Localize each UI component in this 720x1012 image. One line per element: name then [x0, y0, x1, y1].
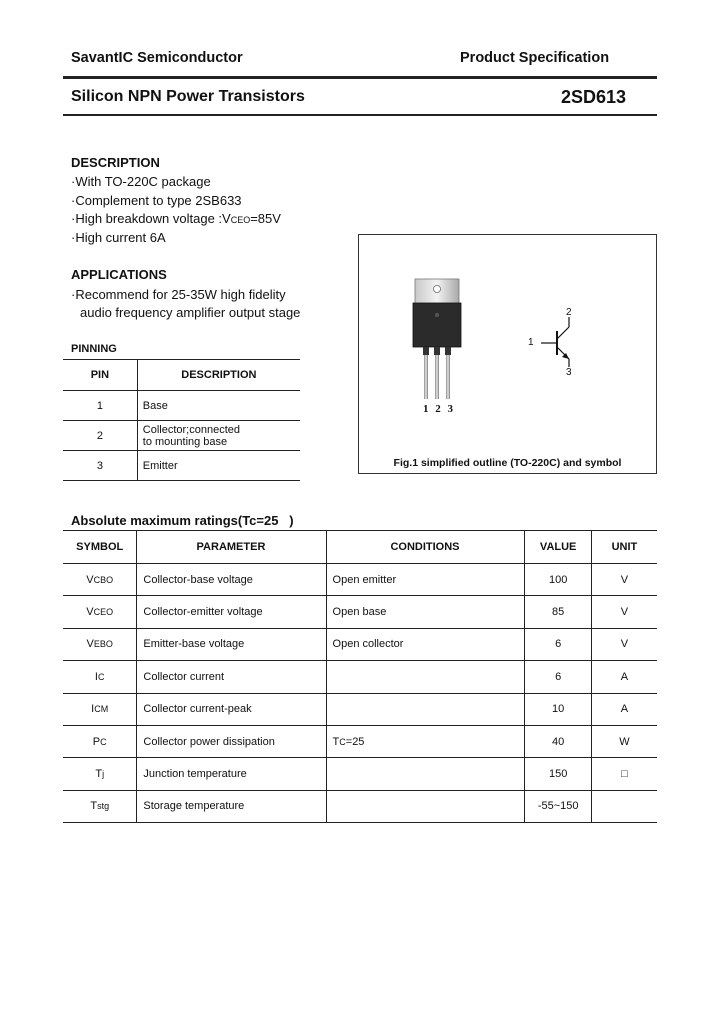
parameter-col-header: PARAMETER: [137, 531, 326, 564]
table-row: [63, 451, 300, 481]
parameter-cell: Collector current-peak: [137, 693, 326, 725]
condition-sub: C: [339, 736, 346, 747]
symbol-cell: [63, 758, 137, 790]
table-row: [63, 564, 657, 596]
symbol-sub: CBO: [93, 574, 114, 585]
symbol-letter: V: [86, 638, 94, 651]
symbol-cell: [63, 790, 137, 822]
voltage-prefix: ·High breakdown voltage :V: [71, 211, 231, 226]
symbol-pin-3-label: 3: [566, 367, 572, 378]
symbol-pin-1-label: 1: [528, 337, 534, 348]
applications-heading: APPLICATIONS: [71, 267, 167, 282]
symbol-cell: [63, 661, 137, 693]
symbol-sub: C: [100, 736, 107, 747]
table-row: [63, 391, 300, 421]
symbol-letter: T: [90, 800, 98, 813]
table-row: [63, 758, 657, 790]
pin-col-header: PIN: [63, 360, 137, 391]
to220-package-image: [401, 275, 471, 405]
value-cell: 150: [525, 758, 591, 790]
value-cell: 6: [525, 628, 591, 660]
pin-description: Base: [137, 391, 300, 421]
ratings-table: [63, 530, 657, 823]
unit-cell: □: [591, 758, 657, 790]
description-line: ·High current 6A: [71, 230, 166, 245]
table-row: [63, 725, 657, 757]
value-cell: 100: [525, 564, 591, 596]
conditions-cell: [326, 693, 525, 725]
conditions-cell: [326, 725, 525, 757]
package-pin-labels: 1 2 3: [423, 403, 455, 415]
symbol-sub: j: [102, 769, 105, 780]
ratings-header-row: [63, 531, 657, 564]
description-line: ·With TO-220C package: [71, 174, 211, 189]
ratings-heading: Absolute maximum ratings(Tc=25 ): [71, 513, 294, 528]
unit-cell: W: [591, 725, 657, 757]
symbol-cell: [63, 725, 137, 757]
value-col-header: VALUE: [525, 531, 591, 564]
table-row: [63, 661, 657, 693]
conditions-cell: Open collector: [326, 628, 525, 660]
symbol-letter: I: [91, 703, 95, 716]
symbol-letter: V: [86, 606, 94, 619]
header-rule: [63, 76, 657, 79]
condition-suffix: =25: [345, 735, 365, 748]
pin-number: 2: [63, 421, 137, 451]
conditions-cell: [326, 758, 525, 790]
conditions-cell: [326, 790, 525, 822]
value-cell: 10: [525, 693, 591, 725]
figure-caption: Fig.1 simplified outline (TO-220C) and symbol: [393, 457, 622, 469]
symbol-letter: P: [92, 735, 101, 748]
unit-cell: A: [591, 661, 657, 693]
table-row: [63, 596, 657, 628]
table-row: [63, 693, 657, 725]
doc-type: Product Specification: [460, 50, 610, 66]
applications-line: ·Recommend for 25-35W high fidelity: [71, 287, 286, 302]
unit-cell: [591, 790, 657, 822]
condition-letter: T: [332, 735, 340, 748]
table-row: [63, 628, 657, 660]
company-name: SavantIC Semiconductor: [71, 50, 243, 66]
symbol-sub: CEO: [93, 607, 114, 618]
symbol-sub: CM: [94, 704, 109, 715]
symbol-letter: V: [86, 573, 94, 586]
unit-cell: A: [591, 693, 657, 725]
pin-description: Collector;connected to mounting base: [137, 421, 300, 451]
conditions-cell: Open emitter: [326, 564, 525, 596]
symbol-col-header: SYMBOL: [63, 531, 137, 564]
pin-description: Emitter: [137, 451, 300, 481]
part-number: 2SD613: [561, 87, 627, 107]
conditions-col-header: CONDITIONS: [326, 531, 525, 564]
description-line: ·Complement to type 2SB633: [71, 193, 242, 208]
symbol-cell: [63, 564, 137, 596]
applications-line: audio frequency amplifier output stage: [80, 305, 301, 320]
parameter-cell: Storage temperature: [137, 790, 326, 822]
symbol-sub: stg: [97, 801, 110, 812]
voltage-suffix: =85V: [250, 211, 281, 226]
value-cell: 6: [525, 661, 591, 693]
parameter-cell: Collector power dissipation: [137, 725, 326, 757]
pin-number: 3: [63, 451, 137, 481]
symbol-letter: T: [95, 768, 103, 781]
table-row: [63, 421, 300, 451]
unit-col-header: UNIT: [591, 531, 657, 564]
value-cell: 85: [525, 596, 591, 628]
symbol-letter: I: [94, 670, 98, 683]
symbol-cell: [63, 693, 137, 725]
parameter-cell: Collector current: [137, 661, 326, 693]
unit-cell: V: [591, 628, 657, 660]
voltage-sub: CEO: [230, 215, 251, 225]
unit-cell: V: [591, 596, 657, 628]
pinning-heading: PINNING: [71, 343, 117, 355]
value-cell: 40: [525, 725, 591, 757]
pin-number: 1: [63, 391, 137, 421]
symbol-sub: EBO: [93, 639, 113, 650]
product-line: Silicon NPN Power Transistors: [71, 88, 305, 105]
conditions-cell: Open base: [326, 596, 525, 628]
conditions-cell: [326, 661, 525, 693]
figure-box: [358, 234, 657, 474]
symbol-pin-2-label: 2: [566, 307, 572, 318]
title-rule: [63, 114, 657, 116]
symbol-cell: [63, 596, 137, 628]
symbol-sub: C: [97, 671, 105, 682]
desc-col-header: DESCRIPTION: [137, 360, 300, 391]
table-row: [63, 790, 657, 822]
parameter-cell: Emitter-base voltage: [137, 628, 326, 660]
value-cell: -55~150: [525, 790, 591, 822]
pinning-table: [63, 359, 300, 481]
parameter-cell: Junction temperature: [137, 758, 326, 790]
description-voltage-line: [71, 211, 281, 226]
symbol-cell: [63, 628, 137, 660]
parameter-cell: Collector-base voltage: [137, 564, 326, 596]
description-heading: DESCRIPTION: [71, 155, 160, 170]
pinning-header-row: [63, 360, 300, 391]
unit-cell: V: [591, 564, 657, 596]
parameter-cell: Collector-emitter voltage: [137, 596, 326, 628]
